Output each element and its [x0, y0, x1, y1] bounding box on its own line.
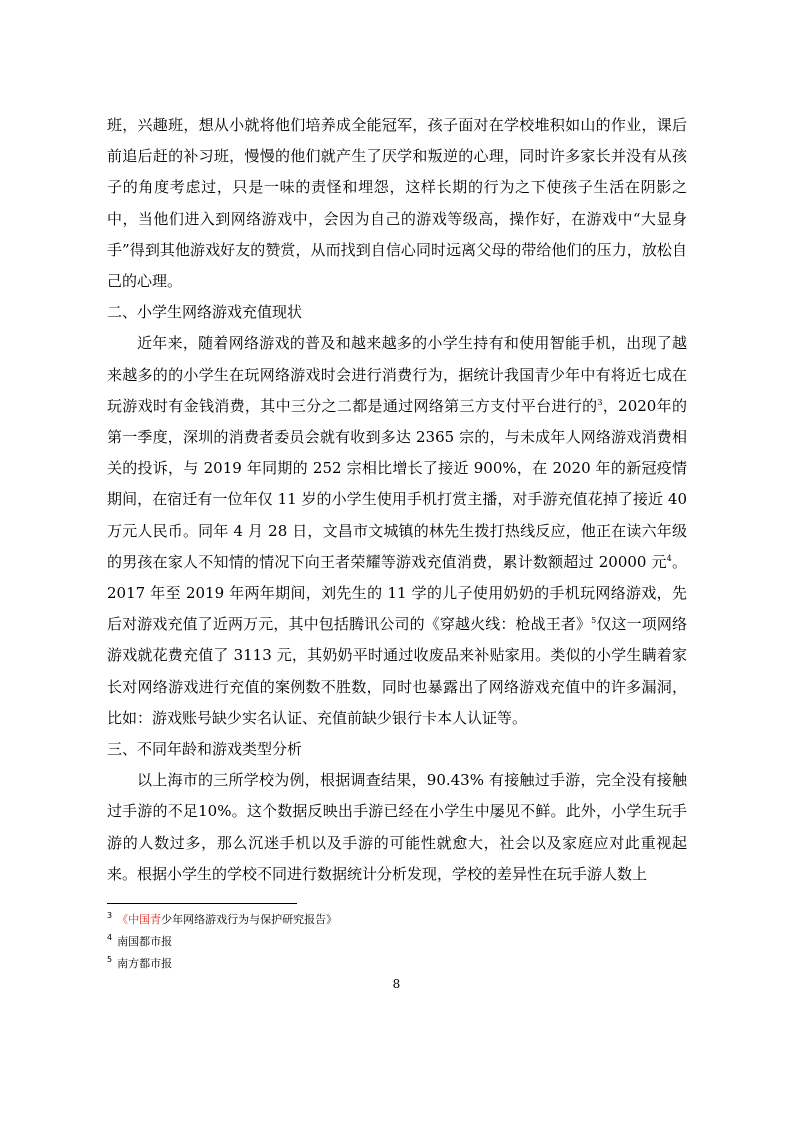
footnote-4 [107, 931, 687, 953]
footnote-number: 4 [107, 933, 113, 942]
paragraph-text-segment: 。2017 年至 2019 年两年期间，刘先生的 11 学的儿子使用奶奶的手机玩网络游戏，先后对游戏充值了近两万元，其中包括腾讯公司的《穿越火线：枪战王者》 [107, 552, 687, 634]
paragraph-text-segment: 仅这一项网络游戏就花费充值了 3113 元，其奶奶平时通过收废品来补贴家用。类似的小学生瞒着家长对网络游戏进行充值的案例数不胜数，同时也暴露出了网络游戏充值中的许多漏洞，比如：游戏账号缺少实名认证、充值前缺少银行卡本人认证等。 [107, 615, 687, 727]
footnote-text: 南方都市报 [117, 957, 173, 970]
paragraph-shanghai-survey: 以上海市的三所学校为例，根据调查结果，90.43% 有接触过手游，完全没有接触过手游的不足10%。这个数据反映出手游已经在小学生中屡见不鲜。此外，小学生玩手游的人数过多，那么沉迷手机以及手游的可能性就愈大，社会以及家庭应对此重视起来。根据小学生的学校不同进行数据统计分析发现，学校的差异性在玩手游人数上 [107, 771, 687, 883]
footnote-3 [107, 909, 687, 931]
footnote-number: 3 [107, 911, 113, 920]
paragraph-intro-continuation: 班，兴趣班，想从小就将他们培养成全能冠军，孩子面对在学校堆积如山的作业，课后前追后赶的补习班，慢慢的他们就产生了厌学和叛逆的心理，同时许多家长并没有从孩子的角度考虑过，只是一味的责怪和埋怨，这样长期的行为之下使孩子生活在阴影之中，当他们进入到网络游戏中，会因为自己的游戏等级高，操作好，在游戏中“大显身手”得到其他游戏好友的赞赏，从而找到自信心同时远离父母的带给他们的压力，放松自己的心理。 [107, 116, 687, 291]
footnote-reference-5[interactable]: 5 [591, 616, 597, 626]
footnote-reference-4[interactable]: 4 [666, 553, 672, 563]
paragraph-text-segment: ，2020年的第一季度，深圳的消费者委员会就有收到多达 2365 宗的，与未成年人网络游戏消费相关的投诉，与 2019 年同期的 252 宗相比增长了接近 900%，在 2020 年的新冠疫情期间，在宿迁有一位年仅 11 岁的小学生使用手机打赏主播，对手游充值花掉了接近 40 万元人民币。同年 4 月 28 日，文昌市文城镇的林先生拨打热线反应，他正在读六年级的男孩在家人不知情的情况下向王者荣耀等游戏充值消费，累计数额超过 20000 元 [107, 396, 687, 571]
footnote-number: 5 [107, 955, 113, 964]
footnote-text: 少年网络游戏行为与保护研究报告》 [161, 913, 338, 926]
footnotes [107, 909, 687, 975]
page-number: 8 [392, 977, 401, 991]
footnote-highlight-text: 《中国青 [117, 913, 162, 926]
section-heading-recharge-status: 二、小学生网络游戏充值现状 [107, 303, 303, 322]
footnote-text: 南国都市报 [117, 935, 173, 948]
body-text [107, 110, 687, 890]
footnote-5 [107, 953, 687, 975]
footnote-separator [107, 903, 297, 904]
section-heading-age-game-type: 三、不同年龄和游戏类型分析 [107, 740, 303, 759]
footnote-reference-3[interactable]: 3 [597, 397, 603, 407]
paragraph-recharge-status [107, 328, 687, 734]
paragraph-text-segment: 近年来，随着网络游戏的普及和越来越多的小学生持有和使用智能手机，出现了越来越多的的小学生在玩网络游戏时会进行消费行为，据统计我国青少年中有将近七成在玩游戏时有金钱消费，其中三分之二都是通过网络第三方支付平台进行的 [107, 334, 687, 415]
